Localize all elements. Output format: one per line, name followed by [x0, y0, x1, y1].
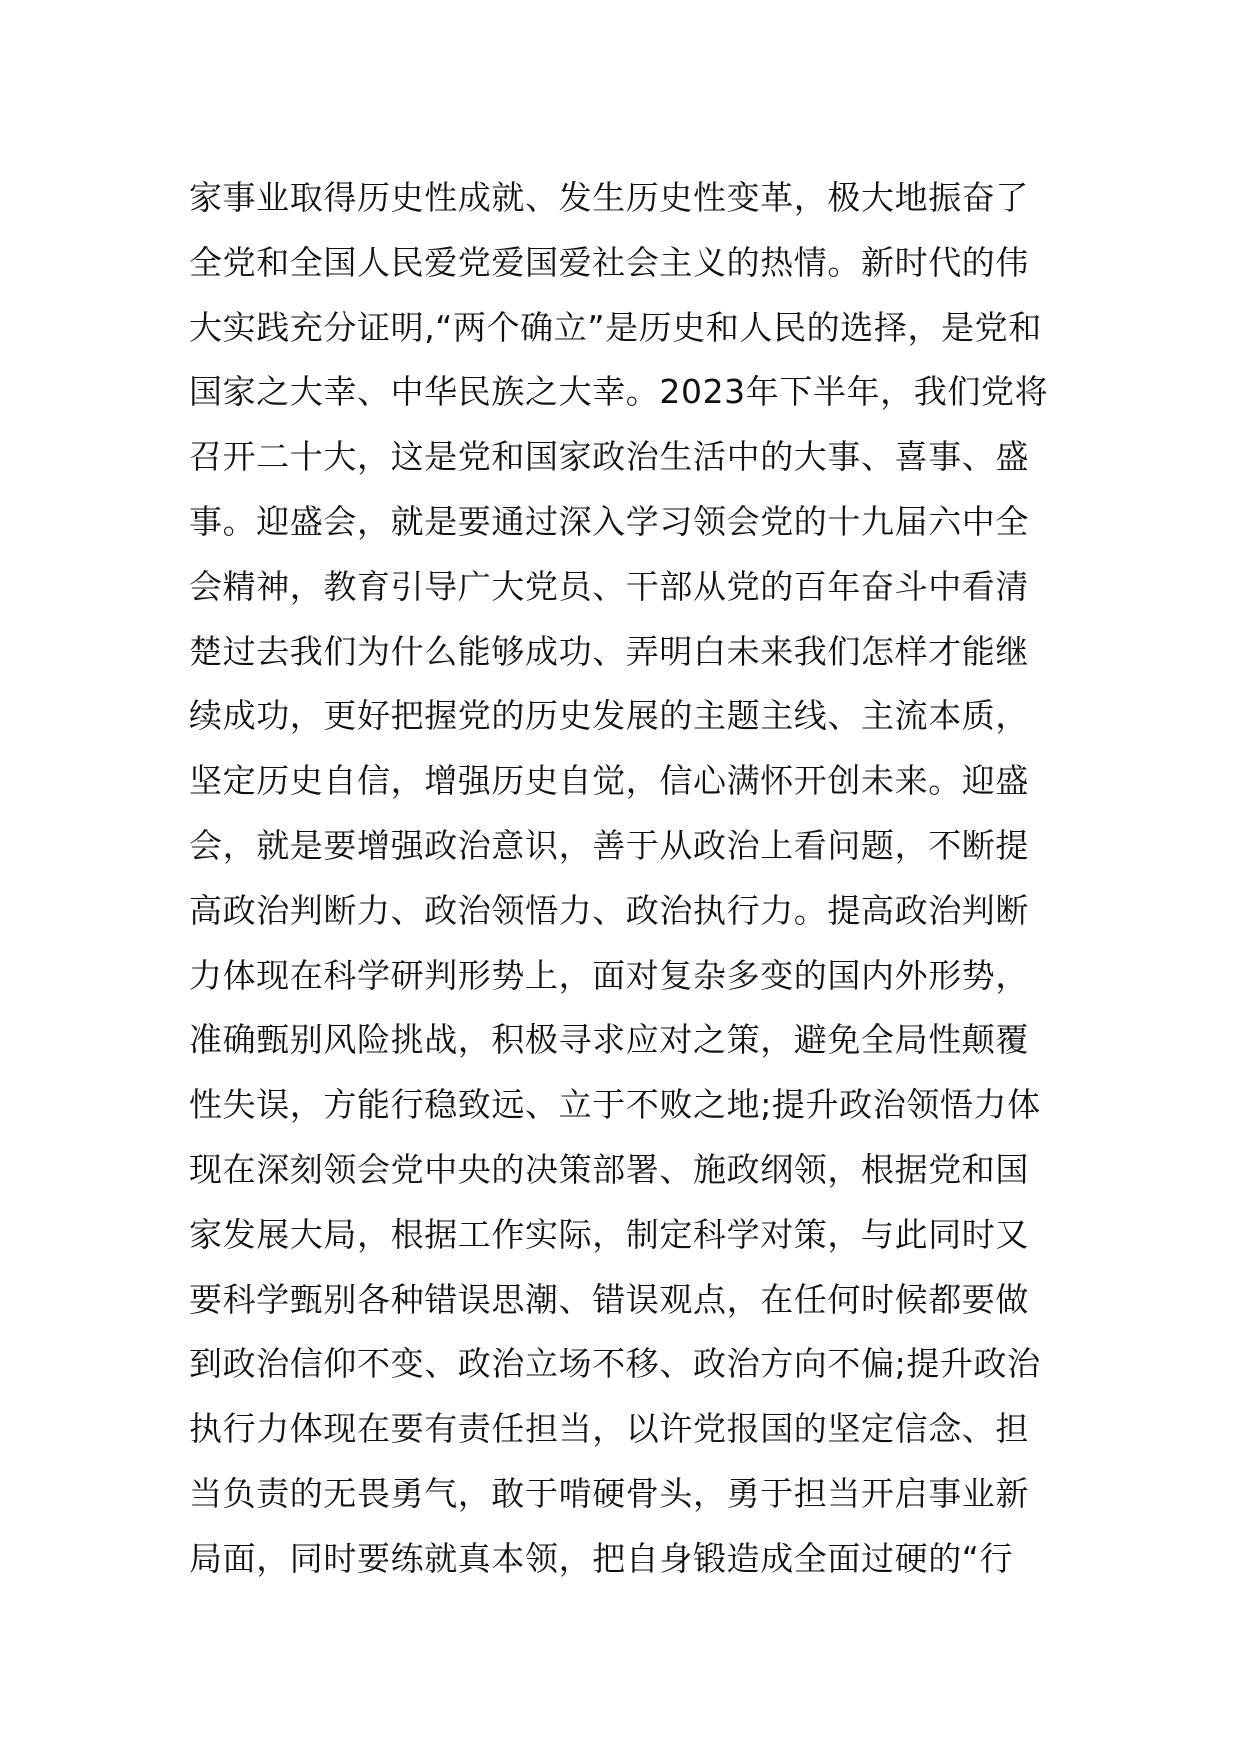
text-line: 高政治判断力、政治领悟力、政治执行力。提高政治判断 [189, 890, 1029, 930]
text-line: 要科学甄别各种错误思潮、错误观点，在任何时候都要做 [189, 1279, 1029, 1319]
text-line: 会精神，教育引导广大党员、干部从党的百年奋斗中看清 [189, 566, 1029, 606]
text-line: 国家之大幸、中华民族之大幸。2023年下半年，我们党将 [189, 372, 1049, 412]
text-line: 全党和全国人民爱党爱国爱社会主义的热情。新时代的伟 [189, 242, 1029, 282]
text-line: 坚定历史自信，增强历史自觉，信心满怀开创未来。迎盛 [189, 761, 1029, 801]
text-line: 楚过去我们为什么能够成功、弄明白未来我们怎样才能继 [189, 631, 1029, 671]
text-line: 事。迎盛会，就是要通过深入学习领会党的十九届六中全 [189, 501, 1029, 541]
text-line: 现在深刻领会党中央的决策部署、施政纲领，根据党和国 [189, 1149, 1029, 1189]
text-line: 性失误，方能行稳致远、立于不败之地;提升政治领悟力体 [189, 1085, 1041, 1125]
text-line: 力体现在科学研判形势上，面对复杂多变的国内外形势， [189, 955, 1029, 995]
text-line: 续成功，更好把握党的历史发展的主题主线、主流本质， [189, 696, 1029, 736]
text-line: 家事业取得历史性成就、发生历史性变革，极大地振奋了 [189, 178, 1029, 217]
text-line: 局面，同时要练就真本领，把自身锻造成全面过硬的“行 [189, 1538, 1014, 1578]
body-text [189, 166, 1069, 1592]
text-line: 家发展大局，根据工作实际，制定科学对策，与此同时又 [189, 1214, 1029, 1254]
text-line: 大实践充分证明,“两个确立”是历史和人民的选择，是党和 [189, 307, 1042, 347]
text-line: 到政治信仰不变、政治立场不移、政治方向不偏;提升政治 [189, 1344, 1041, 1384]
text-line: 会，就是要增强政治意识，善于从政治上看问题，不断提 [189, 825, 1029, 865]
text-line: 召开二十大，这是党和国家政治生活中的大事、喜事、盛 [189, 437, 1029, 477]
text-line: 当负责的无畏勇气，敢于啃硬骨头，勇于担当开启事业新 [189, 1473, 1029, 1513]
text-line: 准确甄别风险挑战，积极寻求应对之策，避免全局性颠覆 [189, 1020, 1029, 1060]
text-line: 执行力体现在要有责任担当，以许党报国的坚定信念、担 [189, 1409, 1029, 1449]
